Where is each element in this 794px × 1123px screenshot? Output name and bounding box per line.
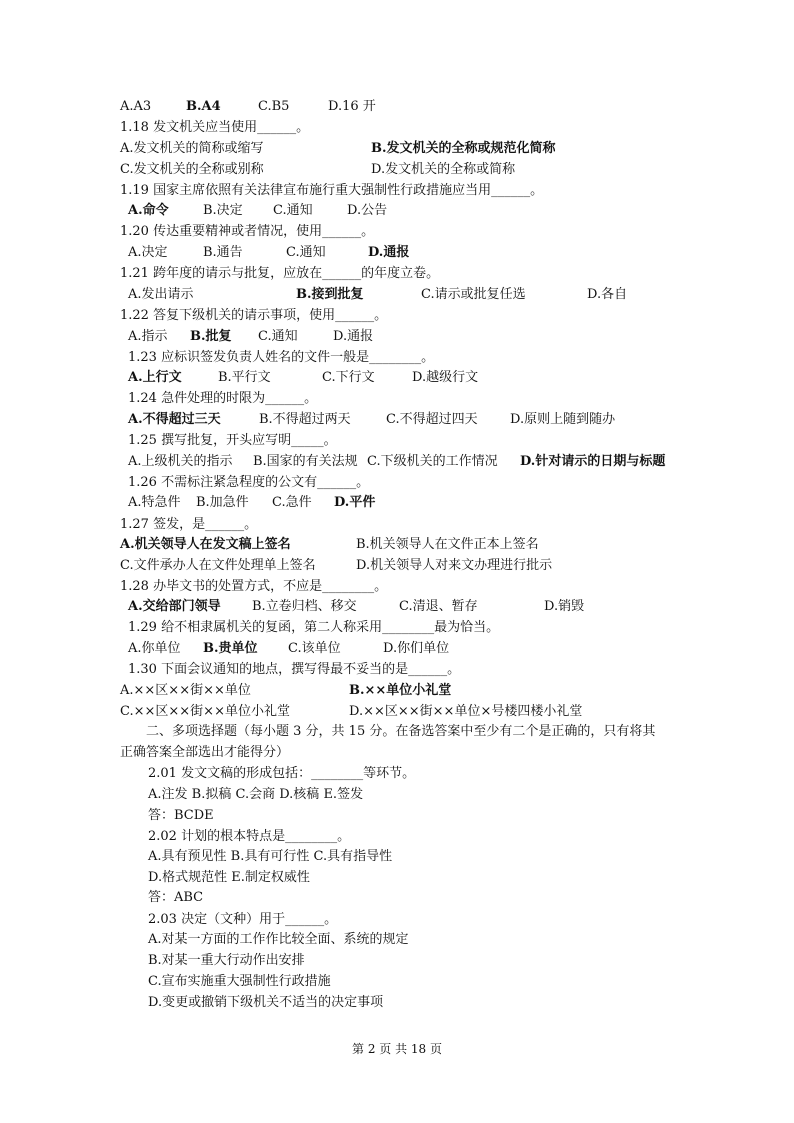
answer-option: C.发文机关的全称或别称 xyxy=(120,162,264,177)
text-line: 1.26 不需标注紧急程度的公文有______。 xyxy=(128,475,370,490)
text-line: 1.23 应标识签发负责人姓名的文件一般是________。 xyxy=(128,350,435,365)
answer-option: D.越级行文 xyxy=(412,370,479,385)
correct-answer-option: B.发文机关的全称或规范化简称 xyxy=(371,141,556,156)
answer-option: C.通知 xyxy=(286,245,326,260)
text-line: 2.02 计划的根本特点是________。 xyxy=(148,829,351,844)
answer-option: D.××区××街××单位×号楼四楼小礼堂 xyxy=(349,704,583,719)
text-line: A.注发 B.拟稿 C.会商 D.核稿 E.签发 xyxy=(148,787,364,802)
answer-option: C.下行文 xyxy=(322,370,375,385)
text-line: 1.24 急件处理的时限为______。 xyxy=(128,391,318,406)
text-line: 1.18 发文机关应当使用______。 xyxy=(120,120,310,135)
correct-answer-option: A.上行文 xyxy=(128,370,182,385)
answer-option: B.决定 xyxy=(203,203,243,218)
correct-answer-option: A.命令 xyxy=(128,203,169,218)
answer-option: A.发出请示 xyxy=(128,287,194,302)
answer-option: C.通知 xyxy=(273,203,313,218)
text-line: 1.30 下面会议通知的地点，撰写得最不妥当的是______。 xyxy=(128,662,461,677)
answer-option: A.发文机关的简称或缩写 xyxy=(120,141,264,156)
text-line: 1.29 给不相隶属机关的复函，第二人称采用________最为恰当。 xyxy=(128,620,500,635)
correct-answer-option: B.批复 xyxy=(190,329,232,344)
text-line: 2.01 发文文稿的形成包括：________等环节。 xyxy=(148,766,416,781)
answer-option: D.公告 xyxy=(347,203,388,218)
correct-answer-option: A.交给部门领导 xyxy=(128,599,221,614)
answer-option: C.下级机关的工作情况 xyxy=(367,454,498,469)
correct-answer-option: A.机关领导人在发文稿上签名 xyxy=(120,537,291,552)
text-line: 1.25 撰写批复，开头应写明_____。 xyxy=(128,433,337,448)
correct-answer-option: B.A4 xyxy=(186,99,221,114)
text-line: 1.28 办毕文书的处置方式，不应是________。 xyxy=(120,579,388,594)
answer-option: C.清退、暂存 xyxy=(399,599,478,614)
answer-option: B.加急件 xyxy=(196,495,249,510)
answer-option: A.指示 xyxy=(128,329,168,344)
text-line: A.具有预见性 B.具有可行性 C.具有指导性 xyxy=(148,849,393,864)
answer-option: B.机关领导人在文件正本上签名 xyxy=(356,537,539,552)
answer-option: D.你们单位 xyxy=(383,641,450,656)
answer-option: A.决定 xyxy=(128,245,168,260)
correct-answer-option: D.针对请示的日期与标题 xyxy=(520,454,666,469)
answer-option: A.你单位 xyxy=(128,641,181,656)
answer-option: B.国家的有关法规 xyxy=(253,454,358,469)
answer-option: D.发文机关的全称或简称 xyxy=(371,162,516,177)
answer-option: B.不得超过两天 xyxy=(259,412,351,427)
answer-option: A.××区××街××单位 xyxy=(120,683,251,698)
correct-answer-option: D.通报 xyxy=(368,245,410,260)
correct-answer-option: A.不得超过三天 xyxy=(128,412,221,427)
text-line: 二、多项选择题（每小题 3 分，共 15 分。在备选答案中至少有二个是正确的，只有将其 xyxy=(146,724,656,739)
text-line: 1.27 签发，是______。 xyxy=(120,517,258,532)
text-line: 答：BCDE xyxy=(148,808,214,823)
answer-option: C.急件 xyxy=(272,495,312,510)
correct-answer-option: B.接到批复 xyxy=(296,287,364,302)
correct-answer-option: D.平件 xyxy=(334,495,376,510)
text-line: 1.22 答复下级机关的请示事项，使用______。 xyxy=(120,308,388,323)
answer-option: D.各自 xyxy=(587,287,628,302)
answer-option: D.通报 xyxy=(333,329,374,344)
answer-option: A.特急件 xyxy=(128,495,181,510)
answer-option: C.××区××街××单位小礼堂 xyxy=(120,704,290,719)
page-footer: 第 2 页 共 18 页 xyxy=(352,1042,442,1056)
text-line: D.变更或撤销下级机关不适当的决定事项 xyxy=(148,995,384,1010)
correct-answer-option: B.贵单位 xyxy=(203,641,258,656)
correct-answer-option: B.××单位小礼堂 xyxy=(349,683,452,698)
answer-option: D.16 开 xyxy=(328,99,376,114)
text-line: 2.03 决定（文种）用于______。 xyxy=(148,912,338,927)
answer-option: B.通告 xyxy=(203,245,243,260)
answer-option: C.不得超过四天 xyxy=(386,412,478,427)
answer-option: A.上级机关的指示 xyxy=(128,454,233,469)
text-line: 1.21 跨年度的请示与批复，应放在______的年度立卷。 xyxy=(120,266,440,281)
answer-option: D.机关领导人对来文办理进行批示 xyxy=(356,558,553,573)
text-line: 正确答案全部选出才能得分） xyxy=(120,745,290,760)
text-line: A.对某一方面的工作作比较全面、系统的规定 xyxy=(148,932,409,947)
answer-option: C.B5 xyxy=(258,99,290,114)
text-line: B.对某一重大行动作出安排 xyxy=(148,953,305,968)
answer-option: C.请示或批复任选 xyxy=(421,287,526,302)
text-line: 1.19 国家主席依照有关法律宣布施行重大强制性行政措施应当用______。 xyxy=(120,183,544,198)
answer-option: B.立卷归档、移交 xyxy=(252,599,357,614)
answer-option: D.原则上随到随办 xyxy=(510,412,616,427)
answer-option: A.A3 xyxy=(120,99,152,114)
text-line: D.格式规范性 E.制定权威性 xyxy=(148,870,310,885)
answer-option: C.通知 xyxy=(258,329,298,344)
answer-option: D.销毁 xyxy=(544,599,585,614)
text-line: 答：ABC xyxy=(148,890,204,905)
answer-option: B.平行文 xyxy=(218,370,271,385)
answer-option: C.该单位 xyxy=(288,641,341,656)
text-line: C.宣布实施重大强制性行政措施 xyxy=(148,974,331,989)
text-line: 1.20 传达重要精神或者情况，使用______。 xyxy=(120,224,375,239)
answer-option: C.文件承办人在文件处理单上签名 xyxy=(120,558,316,573)
